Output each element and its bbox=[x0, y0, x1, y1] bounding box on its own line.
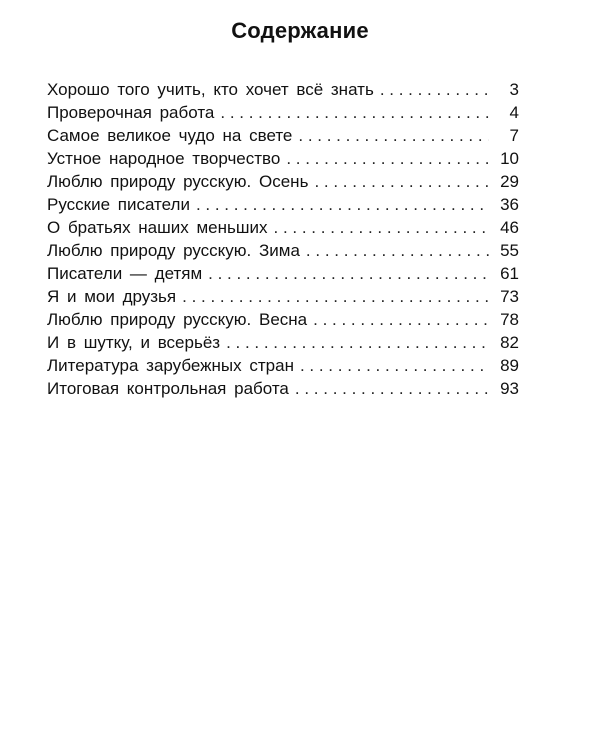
toc-entry bbox=[47, 331, 519, 354]
toc-entry bbox=[47, 308, 519, 331]
toc-entry-label: Устное народное творчество bbox=[47, 149, 281, 168]
toc-leader-dots bbox=[295, 377, 489, 400]
toc-entry-page: 29 bbox=[500, 172, 519, 191]
toc-entry bbox=[47, 193, 519, 216]
toc-entry-label: Итоговая контрольная работа bbox=[47, 379, 289, 398]
toc-entry bbox=[47, 377, 519, 400]
toc-leader-dots bbox=[314, 170, 489, 193]
toc-entry-label: И в шутку, и всерьёз bbox=[47, 333, 221, 352]
toc-entry-label: Литература зарубежных стран bbox=[47, 356, 294, 375]
toc-entry-page: 7 bbox=[509, 126, 519, 145]
toc-entry-page: 61 bbox=[500, 264, 519, 283]
toc-leader-dots bbox=[208, 262, 489, 285]
toc-entry bbox=[47, 239, 519, 262]
toc-entry-page: 73 bbox=[500, 287, 519, 306]
toc-entry-label: Люблю природу русскую. Зима bbox=[47, 241, 300, 260]
toc-entry-page: 36 bbox=[500, 195, 519, 214]
toc-leader-dots bbox=[286, 147, 489, 170]
toc-entry-label: Русские писатели bbox=[47, 195, 190, 214]
toc-entry bbox=[47, 354, 519, 377]
toc-leader-dots bbox=[182, 285, 489, 308]
toc-entry-page: 78 bbox=[500, 310, 519, 329]
table-of-contents bbox=[47, 78, 519, 400]
toc-entry bbox=[47, 147, 519, 170]
page-title: Содержание bbox=[231, 18, 369, 43]
toc-leader-dots bbox=[220, 101, 489, 124]
toc-entry-label: Люблю природу русскую. Весна bbox=[47, 310, 308, 329]
toc-entry bbox=[47, 124, 519, 147]
toc-entry bbox=[47, 262, 519, 285]
toc-entry-label: Проверочная работа bbox=[47, 103, 215, 122]
toc-entry bbox=[47, 285, 519, 308]
toc-leader-dots bbox=[300, 354, 489, 377]
toc-leader-dots bbox=[313, 308, 489, 331]
toc-entry-page: 46 bbox=[500, 218, 519, 237]
toc-leader-dots bbox=[380, 78, 489, 101]
toc-entry-label: О братьях наших меньших bbox=[47, 218, 268, 237]
toc-entry-label: Самое великое чудо на свете bbox=[47, 126, 293, 145]
toc-entry-page: 82 bbox=[500, 333, 519, 352]
toc-leader-dots bbox=[306, 239, 489, 262]
toc-entry bbox=[47, 101, 519, 124]
toc-entry-label: Люблю природу русскую. Осень bbox=[47, 172, 309, 191]
toc-entry bbox=[47, 216, 519, 239]
toc-entry-page: 10 bbox=[500, 149, 519, 168]
toc-entry-label: Я и мои друзья bbox=[47, 287, 177, 306]
toc-leader-dots bbox=[196, 193, 489, 216]
toc-entry-label: Хорошо того учить, кто хочет всё знать bbox=[47, 80, 374, 99]
toc-entry-page: 4 bbox=[509, 103, 519, 122]
toc-entry-page: 55 bbox=[500, 241, 519, 260]
toc-entry bbox=[47, 170, 519, 193]
toc-entry-page: 3 bbox=[509, 80, 519, 99]
toc-leader-dots bbox=[298, 124, 489, 147]
toc-entry-label: Писатели — детям bbox=[47, 264, 203, 283]
toc-leader-dots bbox=[274, 216, 489, 239]
toc-entry-page: 89 bbox=[500, 356, 519, 375]
toc-leader-dots bbox=[226, 331, 489, 354]
toc-entry bbox=[47, 78, 519, 101]
toc-entry-page: 93 bbox=[500, 379, 519, 398]
